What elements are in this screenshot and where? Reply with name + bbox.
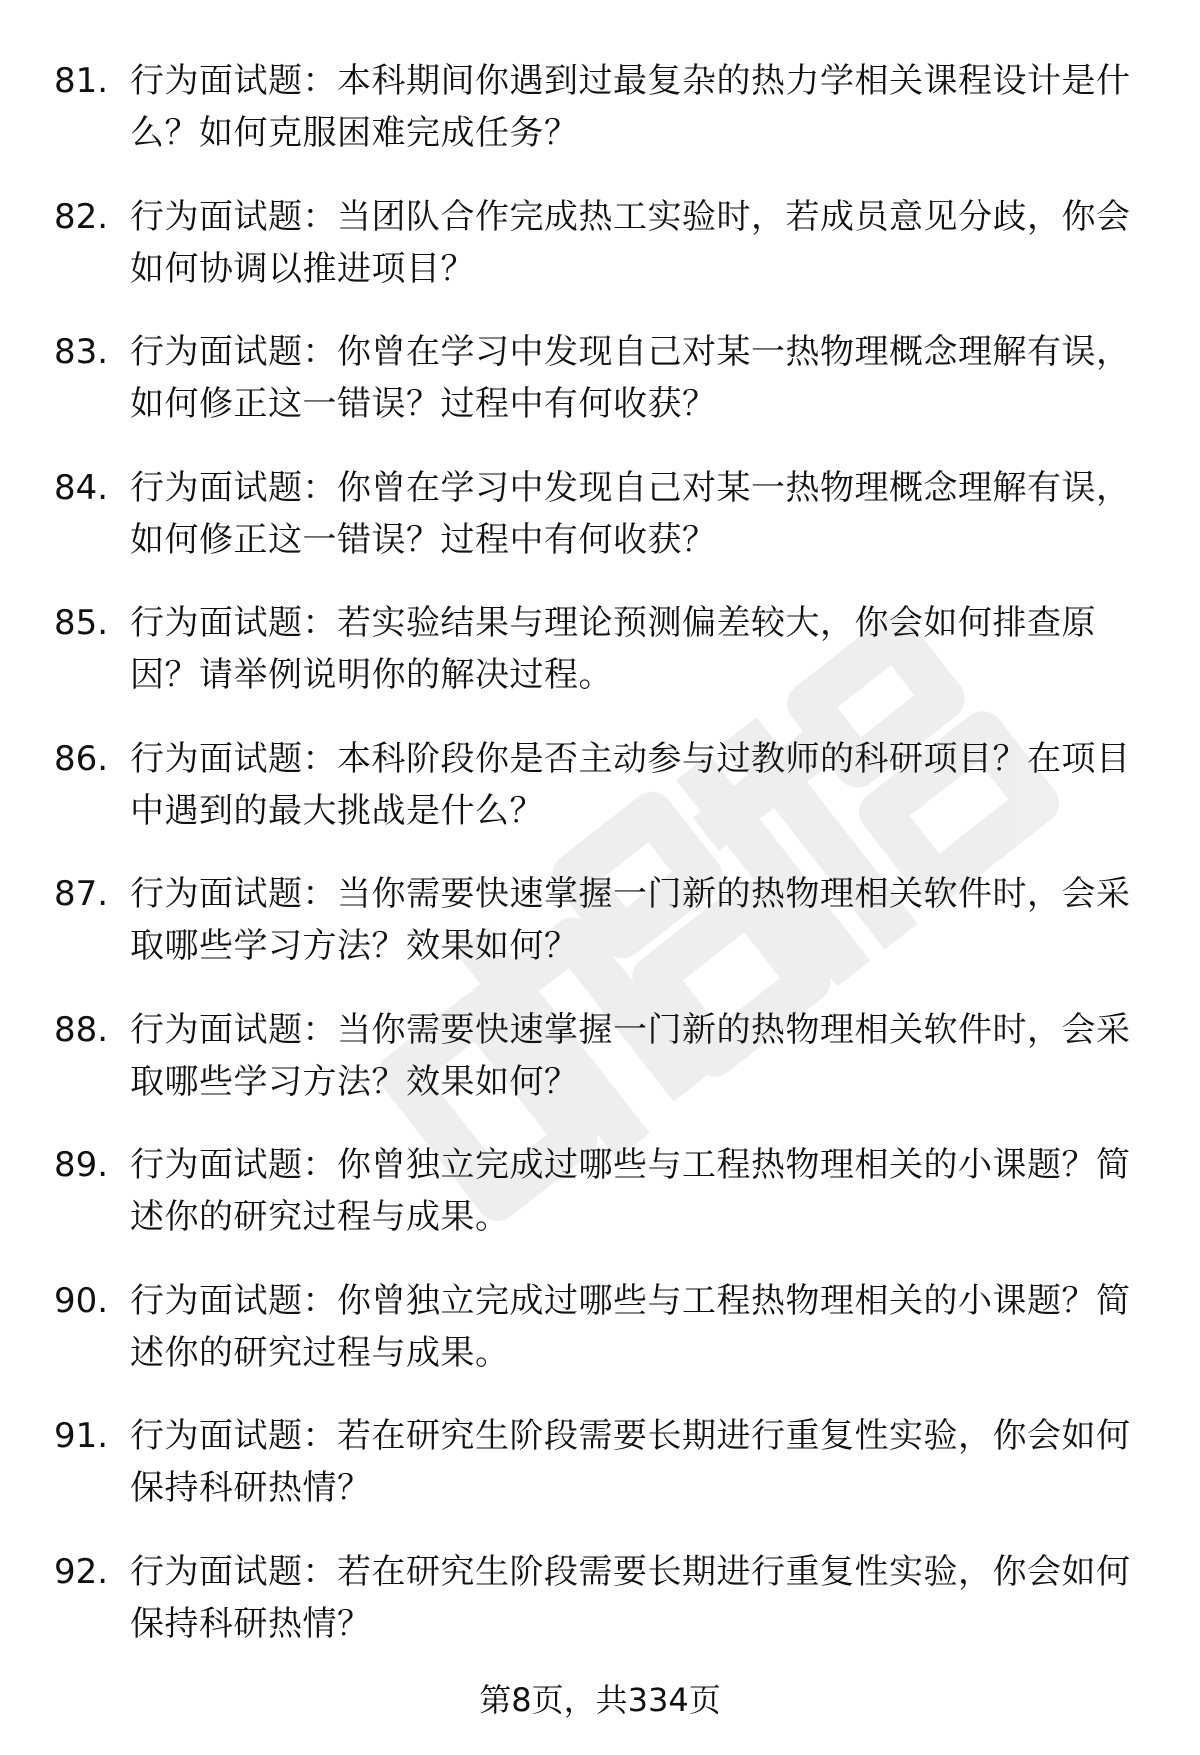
question-number: 90.: [54, 1280, 109, 1321]
question-item: [54, 462, 1164, 566]
question-number: 84.: [54, 467, 109, 508]
question-number: 91.: [54, 1416, 109, 1456]
question-text: 行为面试题：本科阶段你是否主动参与过教师的科研项目？在项目中遇到的最大挑战是什么？: [130, 738, 1131, 831]
question-item: [54, 733, 1164, 837]
question-number: 87.: [54, 874, 109, 914]
question-text: 行为面试题：当你需要快速掌握一门新的热物理相关软件时，会采取哪些学习方法？效果如何？: [130, 874, 1131, 966]
question-number: 81.: [54, 61, 109, 101]
question-number: 88.: [54, 1009, 109, 1050]
page-footer: 第8页，共334页: [479, 1681, 721, 1719]
question-text: 行为面试题：你曾在学习中发现自己对某一热物理概念理解有误，如何修正这一错误？过程中有何收获？: [130, 467, 1131, 560]
question-item: [54, 1546, 1164, 1650]
question-item: [54, 868, 1164, 972]
question-text: 行为面试题：你曾在学习中发现自己对某一热物理概念理解有误，如何修正这一错误？过程中有何收获？: [130, 332, 1131, 424]
question-text: 行为面试题：当你需要快速掌握一门新的热物理相关软件时，会采取哪些学习方法？效果如何？: [130, 1009, 1131, 1102]
question-item: [54, 1410, 1164, 1514]
question-number: 83.: [54, 332, 109, 372]
question-text: 行为面试题：若在研究生阶段需要长期进行重复性实验，你会如何保持科研热情？: [130, 1551, 1131, 1644]
question-number: 86.: [54, 738, 109, 779]
question-item: [54, 1139, 1164, 1243]
question-list: [54, 55, 1164, 1681]
question-number: 82.: [54, 196, 109, 237]
question-item: [54, 55, 1164, 159]
question-item: [54, 597, 1164, 701]
question-item: [54, 1004, 1164, 1108]
question-number: 89.: [54, 1145, 109, 1185]
question-text: 行为面试题：当团队合作完成热工实验时，若成员意见分歧，你会如何协调以推进项目？: [130, 196, 1131, 289]
question-text: 行为面试题：你曾独立完成过哪些与工程热物理相关的小课题？简述你的研究过程与成果。: [130, 1145, 1131, 1237]
question-item: [54, 191, 1164, 295]
question-number: 92.: [54, 1551, 109, 1592]
question-text: 行为面试题：若在研究生阶段需要长期进行重复性实验，你会如何保持科研热情？: [130, 1416, 1131, 1508]
question-text: 行为面试题：本科期间你遇到过最复杂的热力学相关课程设计是什么？如何克服困难完成任务？: [130, 61, 1131, 153]
question-number: 85.: [54, 603, 109, 643]
question-text: 行为面试题：若实验结果与理论预测偏差较大，你会如何排查原因？请举例说明你的解决过程。: [130, 603, 1096, 695]
question-text: 行为面试题：你曾独立完成过哪些与工程热物理相关的小课题？简述你的研究过程与成果。: [130, 1280, 1131, 1373]
question-item: [54, 1275, 1164, 1379]
question-item: [54, 326, 1164, 430]
